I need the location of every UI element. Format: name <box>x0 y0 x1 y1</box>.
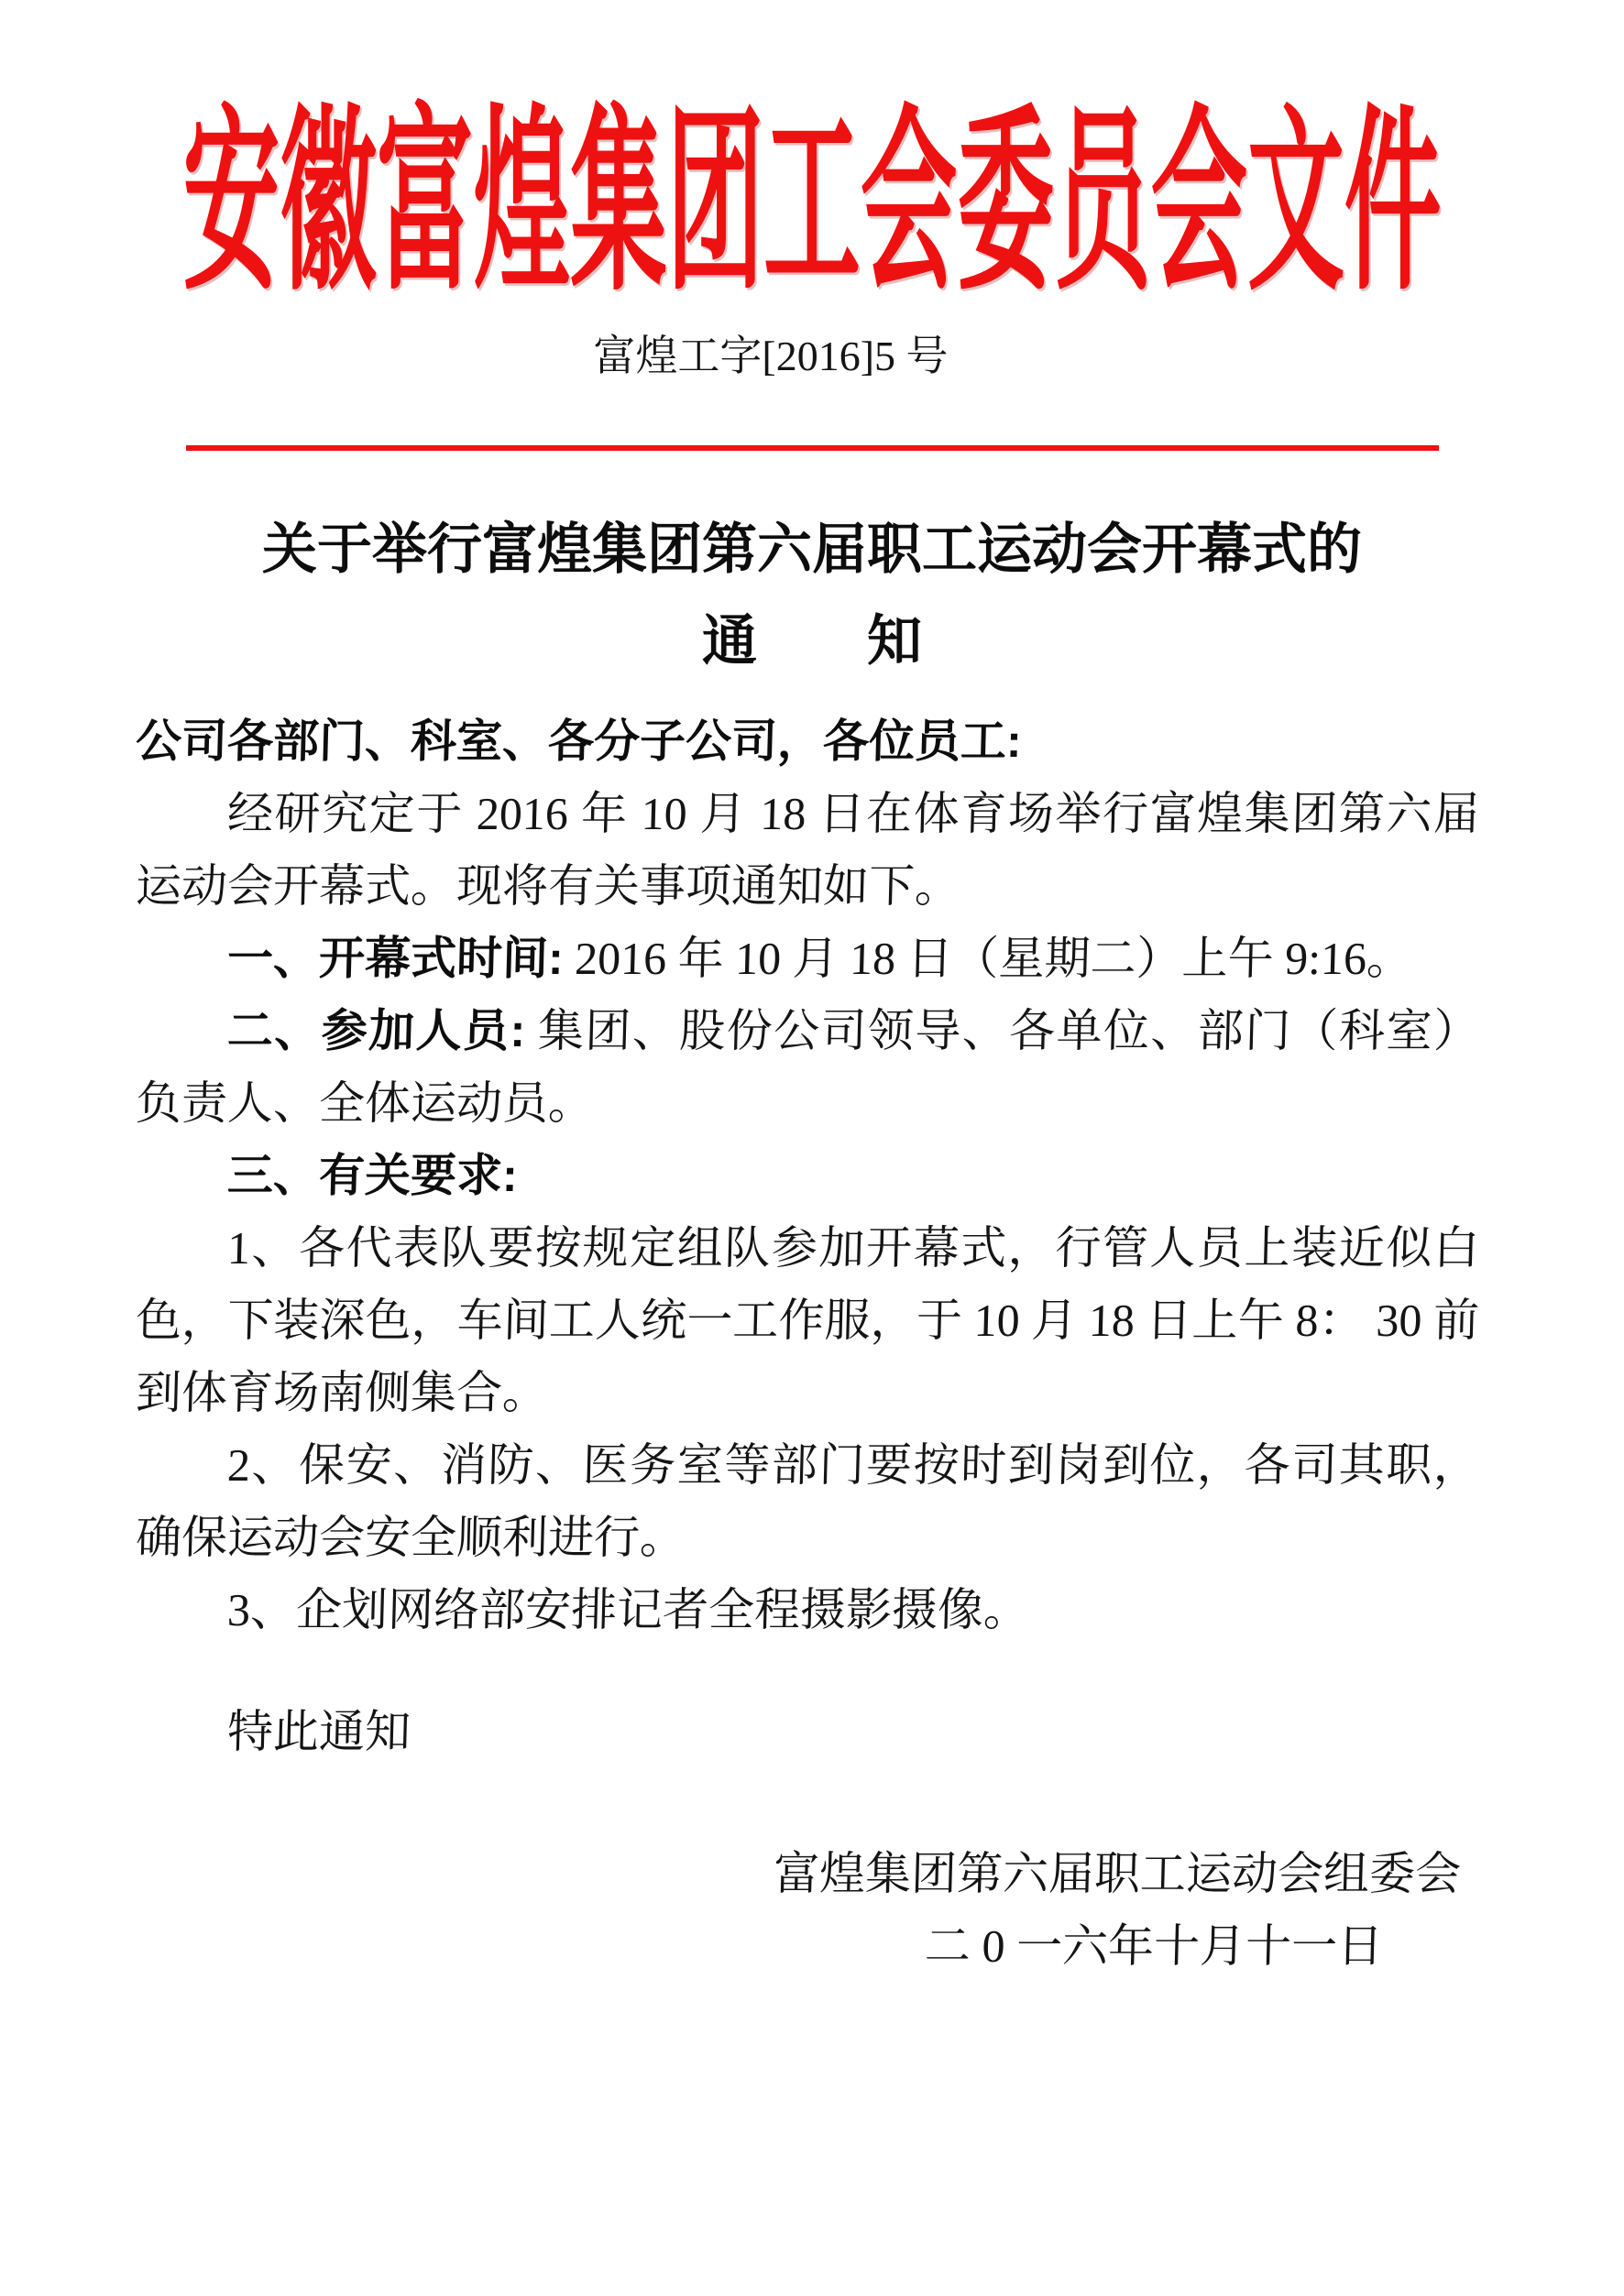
item-participants-2-text: 负责人、全体运动员。 <box>135 1077 595 1129</box>
red-divider-rule <box>186 445 1439 451</box>
requirement-1-line-3-text: 到体育场南侧集合。 <box>135 1367 549 1418</box>
item-opening-time-text: 2016 年 10 月 18 日（星期二）上午 9:16。 <box>562 933 1413 984</box>
letterhead-title: 安徽富煌集团工会委员会文件 <box>182 93 1442 314</box>
closing-notice <box>135 1696 1480 1768</box>
requirement-2-line-2 <box>135 1502 1480 1574</box>
item-participants-label: 二、参加人员: <box>226 1005 526 1056</box>
item-opening-time-label: 一、开幕式时间: <box>226 933 565 984</box>
signature-organization: 富煌集团第六届职工运动会组委会 <box>773 1848 1462 1899</box>
signature-block <box>136 1838 1479 1983</box>
notice-title-line-2: 通 知 <box>702 610 922 672</box>
requirement-3-text: 3、企划网络部安排记者全程摄影摄像。 <box>226 1584 1030 1635</box>
red-letterhead <box>0 73 1624 314</box>
salutation-text: 公司各部门、科室、各分子公司，各位员工: <box>135 716 1023 767</box>
requirement-1-line-1 <box>135 1212 1480 1285</box>
document-number: 富煌工字[2016]5 号 <box>593 333 949 379</box>
item-participants-2 <box>135 1067 1480 1140</box>
item-requirements-heading <box>135 1140 1480 1212</box>
item-requirements-label: 三、有关要求: <box>226 1150 519 1201</box>
notice-title-line-1: 关于举行富煌集团第六届职工运动会开幕式的 <box>262 519 1362 580</box>
item-participants-1 <box>135 995 1480 1067</box>
opening-line-2 <box>135 850 1480 923</box>
closing-notice-text: 特此通知 <box>226 1706 411 1757</box>
opening-line-2-text: 运动会开幕式。现将有关事项通知如下。 <box>135 860 961 912</box>
requirement-1-line-3 <box>135 1357 1480 1429</box>
body-content <box>136 705 1479 1768</box>
requirement-3 <box>135 1574 1480 1646</box>
requirement-2-line-1-text: 2、保安、消防、医务室等部门要按时到岗到位，各司其职， <box>226 1439 1480 1491</box>
requirement-1-line-1-text: 1、各代表队要按规定组队参加开幕式，行管人员上装近似白 <box>226 1222 1480 1274</box>
item-opening-time <box>135 923 1480 995</box>
item-participants-text: 集团、股份公司领导、各单位、部门（科室） <box>524 1005 1480 1056</box>
requirement-2-line-2-text: 确保运动会安全顺利进行。 <box>135 1512 686 1563</box>
salutation <box>135 705 1480 778</box>
opening-line-1-text: 经研究定于 2016 年 10 月 18 日在体育场举行富煌集团第六届 <box>226 788 1480 839</box>
opening-line-1 <box>135 778 1480 850</box>
requirement-2-line-1 <box>135 1429 1480 1502</box>
requirement-1-line-2-text: 色，下装深色，车间工人统一工作服，于 10 月 18 日上午 8： 30 前 <box>135 1295 1480 1346</box>
requirement-1-line-2 <box>135 1285 1480 1357</box>
signature-date: 二 0 一六年十月十一日 <box>924 1920 1384 1972</box>
